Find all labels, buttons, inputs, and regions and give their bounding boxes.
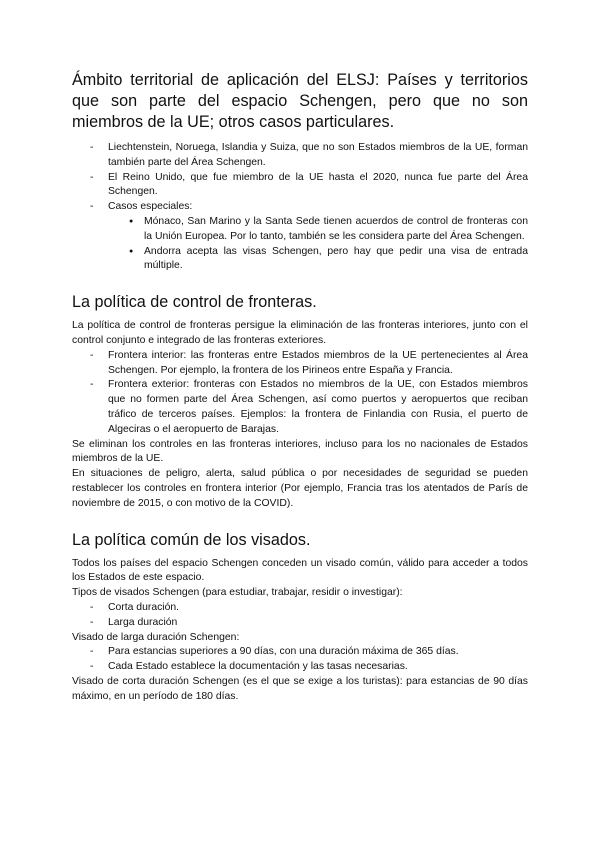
list-item-special-cases: [72, 200, 528, 274]
list-item: - Liechtenstein, Noruega, Islandia y Suiza, que no son Estados miembros de la UE, forman también parte del Área Schengen.: [72, 141, 528, 171]
special-cases-list: [126, 215, 528, 274]
paragraph: Tipos de visados Schengen (para estudiar, trabajar, residir o investigar):: [72, 587, 403, 599]
list-item: - Larga duración: [72, 616, 528, 631]
list-item: - Frontera exterior: fronteras con Estados no miembros de la UE, con Estados miembros que no formen parte del Área Schengen, así como puertos y aeropuertos que reciban tráfico de terceros países. Ejemplos: la frontera de Finlandia con Rusia, el puerto de Algeciras o el aeropuerto de Barajas.: [72, 378, 528, 437]
list-item: - El Reino Unido, que fue miembro de la UE hasta el 2020, nunca fue parte del Área Schengen.: [72, 171, 528, 201]
section-heading-ambito: Ámbito territorial de aplicación del ELSJ: Países y territorios que son parte del espacio Schengen, pero que no son miembros de la UE; otros casos particulares.: [72, 71, 528, 131]
long-visa-list: [72, 645, 528, 675]
paragraph: En situaciones de peligro, alerta, salud pública o por necesidades de seguridad se pueden restablecer los controles en frontera interior (Por ejemplo, Francia tras los atentados de París de noviembre de 2015, o con motivo de la COVID).: [72, 468, 528, 509]
document-body: [72, 70, 528, 705]
paragraph: Visado de larga duración Schengen:: [72, 631, 240, 643]
paragraph: Todos los países del espacio Schengen conceden un visado común, válido para acceder a todos los Estados de este espacio.: [72, 557, 528, 584]
list-item: ● Mónaco, San Marino y la Santa Sede tienen acuerdos de control de fronteras con la Unión Europea. Por lo tanto, también se les considera parte del Área Schengen.: [126, 215, 528, 245]
ambito-list: [72, 141, 528, 274]
list-item: - Para estancias superiores a 90 días, con una duración máxima de 365 días.: [72, 645, 528, 660]
list-item: - Corta duración.: [72, 601, 528, 616]
section-heading-fronteras: La política de control de fronteras.: [72, 293, 317, 312]
visa-types-list: [72, 601, 528, 631]
list-item-label: Casos especiales:: [108, 201, 193, 213]
list-item: ● Andorra acepta las visas Schengen, pero hay que pedir una visa de entrada múltiple.: [126, 245, 528, 275]
fronteras-list: [72, 349, 528, 438]
paragraph: La política de control de fronteras persigue la eliminación de las fronteras interiores, junto con el control conjunto e integrado de las fronteras exteriores.: [72, 320, 528, 346]
section-heading-visados: La política común de los visados.: [72, 530, 311, 549]
list-item: - Frontera interior: las fronteras entre Estados miembros de la UE pertenecientes al Área Schengen. Por ejemplo, la frontera de los Pirineos entre España y Francia.: [72, 349, 528, 379]
paragraph: Visado de corta duración Schengen (es el que se exige a los turistas): para estancias de 90 días máximo, en un período de 180 días.: [72, 675, 528, 702]
paragraph: Se eliminan los controles en las fronteras interiores, incluso para los no nacionales de Estados miembros de la UE.: [72, 438, 528, 465]
list-item: - Cada Estado establece la documentación y las tasas necesarias.: [72, 660, 528, 675]
